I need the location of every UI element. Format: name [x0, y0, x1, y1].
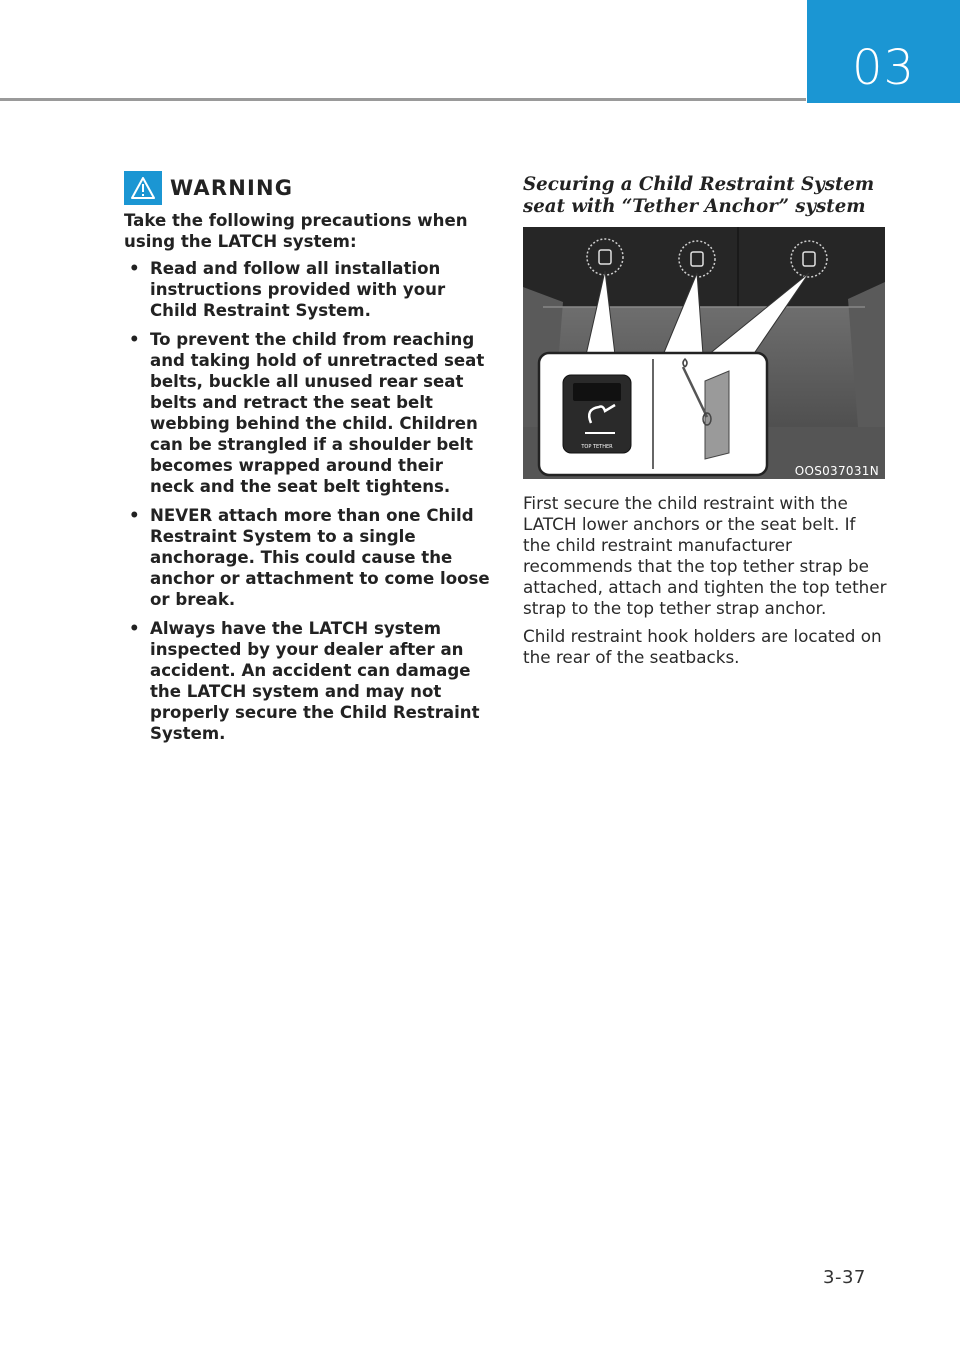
list-item: • To prevent the child from reaching and taking hold of unretracted seat belts, buckle all unused rear seat belts and retract the seat belt webbing behind the child. Children can be strangled if a shoulder belt becomes wrapped around their neck and the seat belt tightens. — [129, 330, 485, 496]
list-item: • NEVER attach more than one Child Restraint System to a single anchorage. This could cause the anchor or attachment to come loose or break. — [129, 506, 490, 609]
paragraph: Child restraint hook holders are located on the rear of the seatbacks. — [523, 626, 882, 667]
header-rule — [0, 98, 806, 101]
page-number: 3-37 — [823, 1267, 866, 1288]
warning-triangle-icon — [124, 171, 162, 205]
paragraph: First secure the child restraint with the LATCH lower anchors or the seat belt. If the child restraint manufacturer recommends that the top tether strap be attached, attach and tighten the top tether strap to the top tether strap anchor. — [523, 493, 887, 618]
top-tether-label: TOP TETHER — [581, 444, 613, 450]
list-item: • Read and follow all installation instructions provided with your Child Restraint System. — [129, 259, 446, 320]
chapter-number: 03 — [851, 40, 916, 96]
warning-list — [124, 258, 492, 744]
list-item: • Always have the LATCH system inspected by your dealer after an accident. An accident can damage the LATCH system and may not properly secure the Child Restraint System. — [129, 619, 480, 743]
warning-block — [124, 170, 492, 752]
figure-code: OOS037031N — [794, 464, 879, 478]
warning-intro: Take the following precautions when using the LATCH system: — [124, 211, 468, 251]
tether-section — [523, 174, 887, 668]
cargo-area-illustration — [523, 227, 885, 479]
section-title: Securing a Child Restraint System seat with “Tether Anchor” system — [523, 174, 875, 217]
warning-header — [124, 170, 492, 206]
tether-anchor-figure — [523, 227, 885, 479]
chapter-tab — [807, 0, 960, 103]
warning-title: WARNING — [170, 176, 294, 200]
